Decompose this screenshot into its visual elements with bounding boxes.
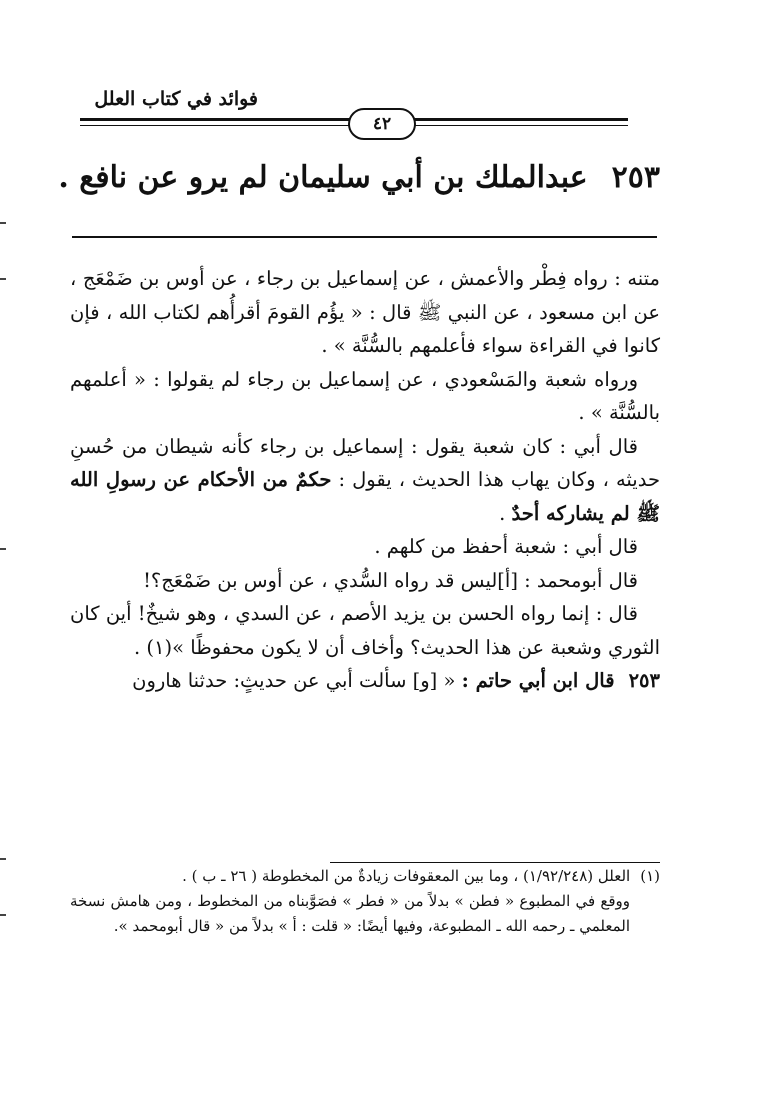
footnote-separator: [330, 862, 660, 863]
paragraph-text: قال أبي : كان شعبة يقول : إسماعيل بن رجاء كأنه شيطان من حُسنِ حديثه ، وكان يهاب هذا الحديث ، يقول :: [70, 434, 661, 491]
paragraph-abi-shuba: [70, 430, 660, 531]
footnote-line-2: ووقع في المطبوع « فطن » بدلاً من « فطر » فصَوَّبناه من المخطوط ، ومن هامش نسخة المعلمي ـ رحمه الله ـ المطبوعة، وفيها أيضًا: « قلت : أ » بدلاً من « قال أبومحمد ».: [70, 892, 630, 935]
heading-number: ٢٥٣: [611, 160, 660, 195]
running-title: فوائد في كتاب العلل: [94, 88, 258, 110]
entry-heading: [58, 160, 660, 195]
scan-edge-mark: [0, 914, 6, 916]
entry-number: ٢٥٣: [628, 669, 660, 692]
scan-edge-mark: [0, 858, 6, 860]
paragraph-answer: قال : إنما رواه الحسن بن يزيد الأصم ، عن السدي ، وهو شيخٌ! أين كان الثوري وشعبة عن هذا الحديث؟ وأخاف أن لا يكون محفوظًا »(١) .: [70, 602, 660, 659]
page-number: ٤٢: [348, 108, 416, 140]
paragraph-matn: متنه : رواه فِطْر والأعمش ، عن إسماعيل بن رجاء ، عن أوس بن ضَمْعَج ، عن ابن مسعود ، عن النبي ﷺ قال : « يؤُم القومَ أقرأُهم لكتاب الله ، فإن كانوا في القراءة سواء فأعلمهم بالسُّنَّة » .: [70, 267, 660, 357]
bold-quote: حكمٌ من الأحكام عن رسولِ الله ﷺ لم يشاركه أحدٌ: [70, 468, 660, 525]
body-text: [70, 262, 660, 698]
paragraph-abu-muhammad: قال أبومحمد : [أ]ليس قد رواه السُّدي ، عن أوس بن ضَمْعَج؟!: [143, 568, 638, 592]
footnote-line-1: العلل (١/٩٢/٢٤٨) ، وما بين المعقوفات زيادةٌ من المخطوطة ( ٢٦ ـ ب ) .: [182, 867, 631, 885]
heading-separator: [72, 236, 657, 238]
paragraph-next-entry: [70, 664, 660, 698]
scan-edge-mark: [0, 278, 6, 280]
footnote-1: [70, 864, 660, 889]
paragraph-end: .: [499, 501, 506, 525]
heading-text: عبدالملك بن أبي سليمان لم يرو عن نافع .: [58, 160, 588, 195]
entry-speaker: قال ابن أبي حاتم :: [461, 669, 615, 692]
footnote-marker: (١): [640, 867, 660, 885]
scan-edge-mark: [0, 222, 6, 224]
paragraph-shuba: ورواه شعبة والمَسْعودي ، عن إسماعيل بن رجاء لم يقولوا : « أعلمهم بالسُّنَّة » .: [70, 367, 660, 424]
footnotes: [70, 864, 660, 939]
entry-text: « [و] سألت أبي عن حديثٍ: حدثنا هارون: [132, 669, 456, 692]
scan-edge-mark: [0, 548, 6, 550]
paragraph-ahfaz: قال أبي : شعبة أحفظ من كلهم .: [374, 535, 638, 558]
